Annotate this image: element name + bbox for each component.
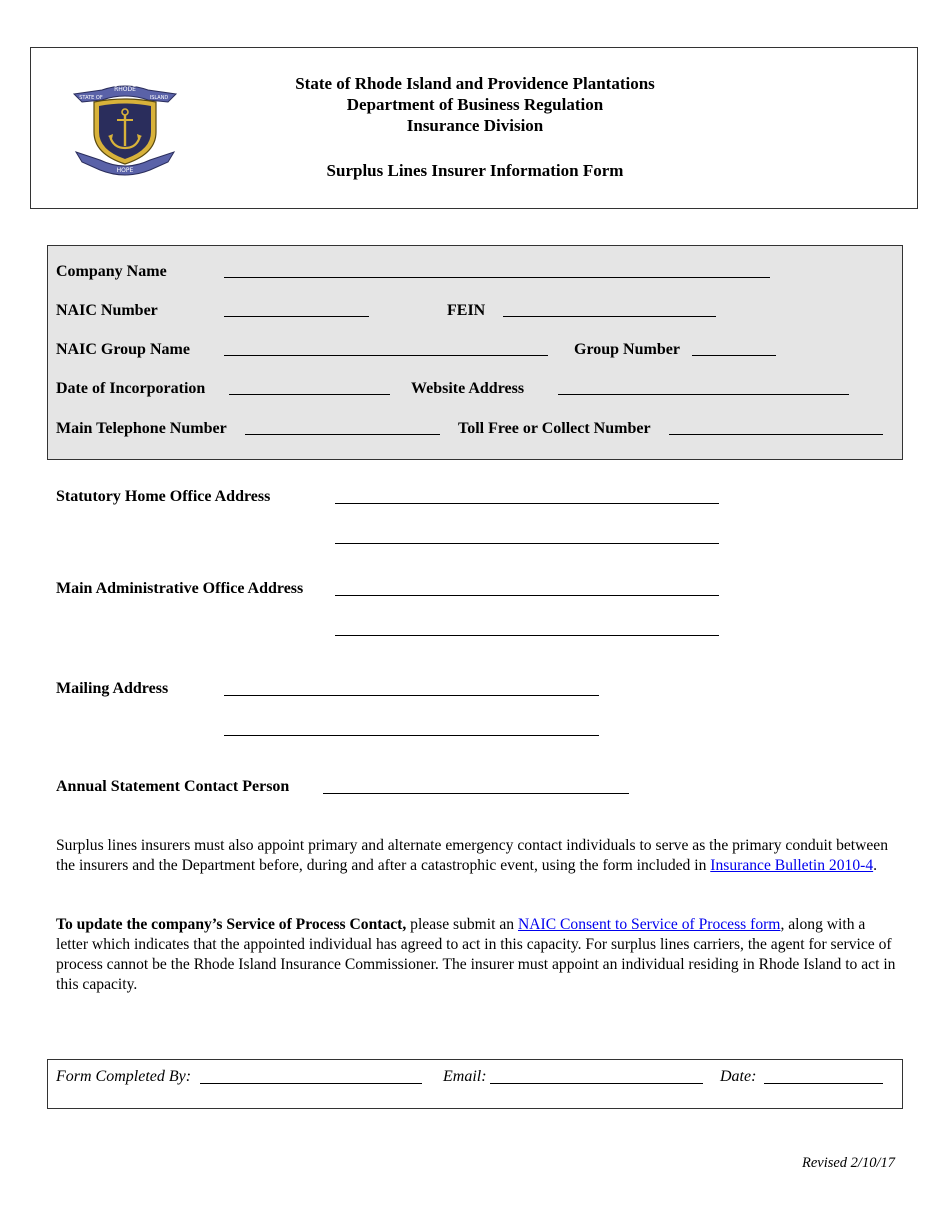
date-of-incorporation-field[interactable] [229, 394, 390, 395]
mailing-address-field-1[interactable] [224, 695, 599, 696]
main-admin-office-label: Main Administrative Office Address [56, 580, 304, 597]
mailing-address-label: Mailing Address [56, 680, 169, 697]
naic-number-field[interactable] [224, 316, 369, 317]
form-title: Surplus Lines Insurer Information Form [326, 161, 624, 180]
company-name-field[interactable] [224, 277, 770, 278]
annual-statement-contact-field[interactable] [323, 793, 629, 794]
main-admin-office-field-1[interactable] [335, 595, 719, 596]
website-address-field[interactable] [558, 394, 849, 395]
date-of-incorporation-label: Date of Incorporation [56, 380, 206, 397]
statutory-home-office-label: Statutory Home Office Address [56, 488, 271, 505]
service-of-process-paragraph [56, 915, 901, 995]
main-admin-office-field-2[interactable] [335, 635, 719, 636]
insurance-bulletin-link[interactable]: Insurance Bulletin 2010-4 [710, 857, 874, 874]
date-label: Date: [720, 1068, 757, 1085]
service-of-process-text-2: , along with a letter which indicates that the appointed individual has agreed to act in this capacity. For surplus lines carriers, the agent for service of process cannot be the Rhode Island Insurance Commissioner. The insurer must appoint an individual residing in Rhode Island to act in this capacity. [56, 916, 896, 993]
service-of-process-text-1: please submit an [406, 916, 518, 933]
seal-top-text: RHODE [114, 86, 136, 93]
statutory-home-office-field-1[interactable] [335, 503, 719, 504]
date-field[interactable] [764, 1083, 883, 1084]
form-completed-by-field[interactable] [200, 1083, 422, 1084]
form-completed-by-label: Form Completed By: [56, 1068, 192, 1085]
fein-field[interactable] [503, 316, 716, 317]
revised-date: Revised 2/10/17 [801, 1155, 895, 1171]
naic-group-name-label: NAIC Group Name [56, 341, 190, 358]
statutory-home-office-field-2[interactable] [335, 543, 719, 544]
naic-number-label: NAIC Number [56, 302, 158, 319]
mailing-address-field-2[interactable] [224, 735, 599, 736]
website-address-label: Website Address [411, 380, 525, 397]
header-line-department: Department of Business Regulation [346, 95, 604, 114]
annual-statement-contact-label: Annual Statement Contact Person [56, 778, 290, 795]
seal-bottom-text: HOPE [116, 167, 134, 174]
email-label: Email: [443, 1068, 487, 1085]
seal-left-text: STATE OF [79, 95, 103, 101]
header-line-division: Insurance Division [406, 116, 544, 135]
header-line-state: State of Rhode Island and Providence Plantations [295, 74, 655, 93]
naic-group-name-field[interactable] [224, 355, 548, 356]
main-telephone-label: Main Telephone Number [56, 420, 227, 437]
seal-right-text: ISLAND [149, 95, 169, 101]
main-telephone-field[interactable] [245, 434, 440, 435]
group-number-field[interactable] [692, 355, 776, 356]
toll-free-label: Toll Free or Collect Number [458, 420, 651, 437]
service-of-process-heading: To update the company’s Service of Process Contact, [56, 916, 407, 933]
email-field[interactable] [490, 1083, 703, 1084]
company-name-label: Company Name [56, 263, 167, 280]
rhode-island-seal-icon [72, 80, 178, 176]
fein-label: FEIN [447, 302, 486, 319]
emergency-contact-text: Surplus lines insurers must also appoint primary and alternate emergency contact individuals to serve as the primary conduit between the insurers and the Department before, during and after a catastrophic event, using the form included in [56, 837, 889, 874]
group-number-label: Group Number [574, 341, 680, 358]
emergency-contact-end: . [873, 857, 878, 874]
toll-free-field[interactable] [669, 434, 883, 435]
naic-consent-form-link[interactable]: NAIC Consent to Service of Process form [517, 916, 781, 933]
emergency-contact-paragraph [56, 836, 901, 876]
